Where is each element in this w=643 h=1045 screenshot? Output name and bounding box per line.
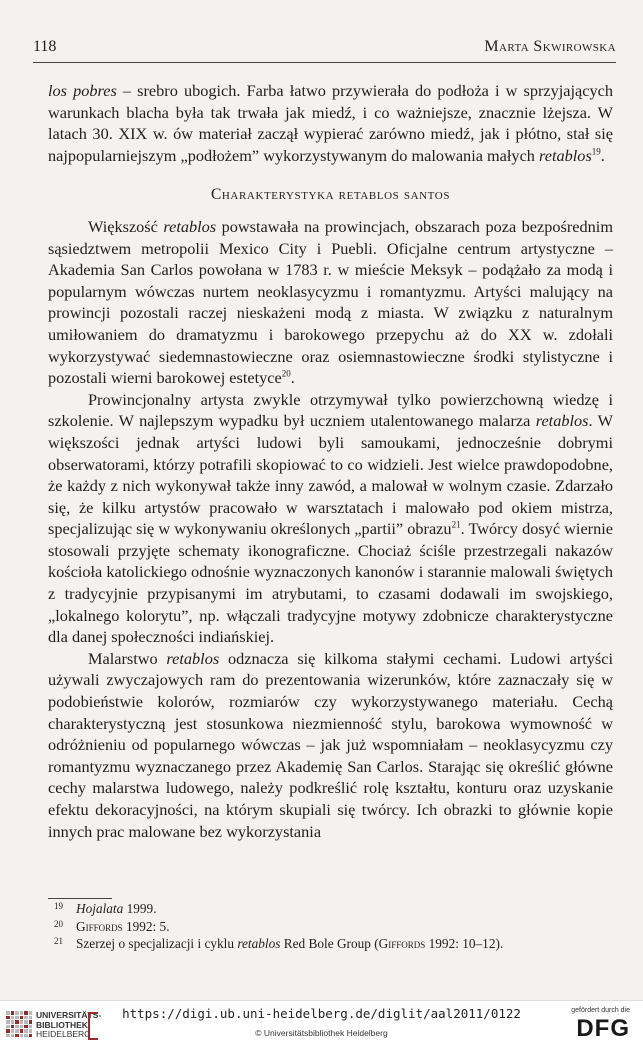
italic-term: retablos <box>166 648 220 668</box>
footnote-number: 19 <box>54 901 63 911</box>
dfg-logo: DFG <box>576 1015 630 1042</box>
paragraph-3: Prowincjonalny artysta zwykle otrzymywał tylko powierzchowną wiedzę i szkolenie. W najlepszym wypadku był uczniem utalentowanego malarza retablos. W większości jednak artyści ludowi byli samoukami, jednocześnie dobrymi obserwatorami, którzy potrafili skopiować to co widzieli. Jest wielce prawdopodobne, że każdy z nich wykonywał także inny zawód, a malował w wolnym czasie. Zdarzało się, że kilku artystów pracowało w warsztatach i malowało pod okiem mistrza, specjalizując się w wykonywaniu określonych „partii” obrazu$^{21}$. Twórcy dosyć wiernie stosowali przyjęte schematy ikonograficzne. Chociaż ściśle przestrzegali nakazów kościoła katolickiego odnośnie wyznaczonych kanonów i starannie malowali świętych z tradycyjnie przypisanymi im atrybutami, to czasami dodawali im swojskiego, „lokalnego kolorytu”, np. włączali tradycyjne motywy zdobnicze charakterystyczne dla danej społeczności indiańskiej. <box>48 389 614 647</box>
library-name: UNIVERSITÄTS- BIBLIOTHEK HEIDELBERG <box>36 1010 102 1039</box>
footnote-ref: 21 <box>451 519 461 530</box>
paragraph-2: Większość retablos powstawała na prowincjach, obszarach poza bezpośrednim sąsiedztwem metropolii Mexico City i Puebli. Oficjalne centrum artystyczne – Akademia San Carlos powołana w 1783 r. w mieście Meksyk – podążało za modą i popularnym wówczas nurtem neoklasycyzmu i romantyzmu. Artyści malujący na prowincji pozostali raczej nieskażeni modą z miasta. W związku z naturalnym umiłowaniem do dramatyzmu i barokowego przepychu aż do XX w. zdołali wykorzystywać siedemnastowieczne oraz osiemnastowieczne środki stylistyczne i pozostali wierni barokowej estetyce$^{20}$. <box>48 216 613 388</box>
footnote-rule <box>48 898 112 899</box>
running-head-author: Marta Skwirowska <box>484 38 616 55</box>
dfg-caption: gefördert durch die <box>571 1007 630 1014</box>
body-text <box>48 80 613 842</box>
section-title: Charakterystyka retablos santos <box>210 186 451 204</box>
italic-term: retablos <box>163 216 217 236</box>
footnote-ref: 19 <box>591 146 601 157</box>
footnote-number: 20 <box>54 918 63 929</box>
footnote-20: 20 Giffords 1992: 5. <box>54 918 170 934</box>
italic-term: los pobres <box>48 81 117 100</box>
footnote-19: 19 Hojalata 1999. <box>54 901 157 916</box>
digitization-footer <box>0 1000 643 1045</box>
footnote-ref: 20 <box>281 368 291 379</box>
permalink-url[interactable]: https://digi.ub.uni-heidelberg.de/diglit/aal2011/0122 <box>122 1006 521 1021</box>
copyright-notice: © Universitätsbibliothek Heidelberg <box>255 1028 388 1038</box>
italic-term: retablos <box>539 145 592 165</box>
paragraph-1: los pobres – srebro ubogich. Farba łatwo przywierała do podłoża i w sprzyjających warunkach blacha była tak trwała jak miedź, i co ważniejsze, znacznie lżejsza. W latach 30. XIX w. ów materiał zaczął wypierać zarówno miedź, jak i płótno, stał się najpopularniejszym „podłożem” wykorzystywanym do malowania małych retablos$^{19}$. <box>48 81 613 165</box>
footnote-number: 21 <box>54 936 63 946</box>
italic-term: retablos <box>535 411 589 431</box>
paragraph-4: Malarstwo retablos odznacza się kilkoma stałymi cechami. Ludowi artyści używali zwyczajowych ram do prezentowania wizerunków, które zaznaczały się w podobieństwie kolorów, rozmiarów czy wykorzystywanego materiału. Cechą charakterystyczną jest stosunkowa niezmienność stylu, barokowa wymowność w odróżnieniu od popularnego wówczas – jak już wspomniałam – neoklasycyzmu czy romantyzmu wyznaczanego przez Akademię San Carlos. Starając się określić główne cechy malarstwa ludowego, należy podkreślić rolę kształtu, konturu oraz uzyskanie efektu dekoracyjności, na którym skupiali się twórcy. Ich obrazki to głównie kopie innych prac malowane bez wykorzystania <box>48 648 613 841</box>
page-number: 118 <box>33 38 57 55</box>
footnotes <box>54 900 614 953</box>
footnote-21: 21 Szerzej o specjalizacji i cyklu retablos Red Bole Group (Giffords 1992: 10–12). <box>54 936 504 951</box>
header-rule <box>33 62 616 63</box>
